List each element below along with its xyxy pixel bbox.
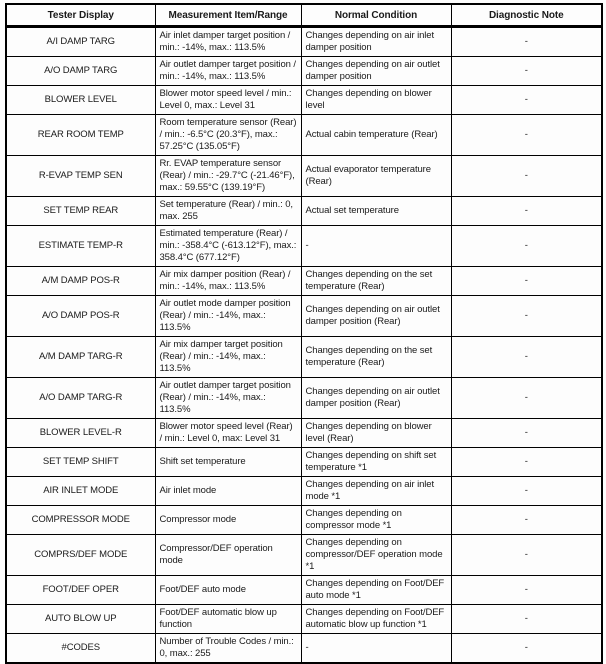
table-row <box>6 576 602 605</box>
cell-tester-display: SET TEMP REAR <box>6 197 155 226</box>
cell-normal-condition: Changes depending on Foot/DEF automatic blow up function *1 <box>301 605 451 634</box>
cell-measurement-item-range: Air inlet mode <box>155 477 301 506</box>
cell-measurement-item-range: Air mix damper position (Rear) / min.: -14%, max.: 113.5% <box>155 267 301 296</box>
table-row <box>6 156 602 197</box>
cell-measurement-item-range: Blower motor speed level (Rear) / min.: Level 0, max: Level 31 <box>155 419 301 448</box>
cell-normal-condition: Changes depending on air outlet damper position <box>301 57 451 86</box>
cell-measurement-item-range: Room temperature sensor (Rear) / min.: -6.5°C (20.3°F), max.: 57.25°C (135.05°F) <box>155 115 301 156</box>
cell-tester-display: R-EVAP TEMP SEN <box>6 156 155 197</box>
cell-tester-display: REAR ROOM TEMP <box>6 115 155 156</box>
cell-diagnostic-note: - <box>451 506 602 535</box>
cell-diagnostic-note: - <box>451 27 602 57</box>
cell-tester-display: A/M DAMP POS-R <box>6 267 155 296</box>
table-row <box>6 477 602 506</box>
cell-normal-condition: - <box>301 634 451 664</box>
cell-normal-condition: Changes depending on Foot/DEF auto mode *1 <box>301 576 451 605</box>
table-row <box>6 337 602 378</box>
cell-diagnostic-note: - <box>451 296 602 337</box>
table-row <box>6 296 602 337</box>
cell-normal-condition: Changes depending on air inlet damper position <box>301 27 451 57</box>
cell-tester-display: AIR INLET MODE <box>6 477 155 506</box>
table-row <box>6 57 602 86</box>
table-row <box>6 267 602 296</box>
cell-measurement-item-range: Air outlet damper target position (Rear) / min.: -14%, max.: 113.5% <box>155 378 301 419</box>
cell-measurement-item-range: Number of Trouble Codes / min.: 0, max.: 255 <box>155 634 301 664</box>
cell-measurement-item-range: Air mix damper target position (Rear) / min.: -14%, max.: 113.5% <box>155 337 301 378</box>
cell-tester-display: SET TEMP SHIFT <box>6 448 155 477</box>
cell-normal-condition: Changes depending on air outlet damper position (Rear) <box>301 378 451 419</box>
cell-measurement-item-range: Air outlet mode damper position (Rear) / min.: -14%, max.: 113.5% <box>155 296 301 337</box>
table-row <box>6 115 602 156</box>
header-measurement-item-range: Measurement Item/Range <box>155 4 301 27</box>
cell-tester-display: BLOWER LEVEL <box>6 86 155 115</box>
table-body <box>6 27 602 664</box>
cell-measurement-item-range: Set temperature (Rear) / min.: 0, max. 255 <box>155 197 301 226</box>
cell-diagnostic-note: - <box>451 605 602 634</box>
cell-diagnostic-note: - <box>451 86 602 115</box>
table-row <box>6 226 602 267</box>
cell-measurement-item-range: Compressor mode <box>155 506 301 535</box>
table-row <box>6 634 602 664</box>
cell-measurement-item-range: Air inlet damper target position / min.: -14%, max.: 113.5% <box>155 27 301 57</box>
cell-tester-display: A/M DAMP TARG-R <box>6 337 155 378</box>
cell-tester-display: A/O DAMP TARG-R <box>6 378 155 419</box>
cell-tester-display: BLOWER LEVEL-R <box>6 419 155 448</box>
cell-diagnostic-note: - <box>451 57 602 86</box>
cell-measurement-item-range: Blower motor speed level / min.: Level 0, max.: Level 31 <box>155 86 301 115</box>
header-diagnostic-note: Diagnostic Note <box>451 4 602 27</box>
cell-tester-display: AUTO BLOW UP <box>6 605 155 634</box>
cell-normal-condition: Changes depending on the set temperature (Rear) <box>301 337 451 378</box>
cell-normal-condition: Actual cabin temperature (Rear) <box>301 115 451 156</box>
cell-tester-display: A/O DAMP TARG <box>6 57 155 86</box>
cell-diagnostic-note: - <box>451 115 602 156</box>
cell-normal-condition: Changes depending on blower level <box>301 86 451 115</box>
cell-measurement-item-range: Foot/DEF auto mode <box>155 576 301 605</box>
cell-normal-condition: Changes depending on the set temperature (Rear) <box>301 267 451 296</box>
table-header <box>6 4 602 27</box>
table-row <box>6 605 602 634</box>
cell-normal-condition: Changes depending on shift set temperature *1 <box>301 448 451 477</box>
cell-normal-condition: Actual evaporator temperature (Rear) <box>301 156 451 197</box>
cell-diagnostic-note: - <box>451 337 602 378</box>
table-row <box>6 378 602 419</box>
header-row <box>6 4 602 27</box>
cell-diagnostic-note: - <box>451 156 602 197</box>
header-tester-display: Tester Display <box>6 4 155 27</box>
cell-tester-display: COMPRESSOR MODE <box>6 506 155 535</box>
cell-diagnostic-note: - <box>451 535 602 576</box>
cell-diagnostic-note: - <box>451 419 602 448</box>
cell-measurement-item-range: Compressor/DEF operation mode <box>155 535 301 576</box>
table-row <box>6 419 602 448</box>
table-row <box>6 197 602 226</box>
cell-tester-display: #CODES <box>6 634 155 664</box>
cell-diagnostic-note: - <box>451 378 602 419</box>
table-row <box>6 86 602 115</box>
cell-measurement-item-range: Shift set temperature <box>155 448 301 477</box>
cell-diagnostic-note: - <box>451 197 602 226</box>
header-normal-condition: Normal Condition <box>301 4 451 27</box>
cell-diagnostic-note: - <box>451 477 602 506</box>
cell-normal-condition: Changes depending on air outlet damper position (Rear) <box>301 296 451 337</box>
cell-tester-display: ESTIMATE TEMP-R <box>6 226 155 267</box>
table-row <box>6 506 602 535</box>
cell-tester-display: A/I DAMP TARG <box>6 27 155 57</box>
cell-normal-condition: - <box>301 226 451 267</box>
cell-measurement-item-range: Air outlet damper target position / min.: -14%, max.: 113.5% <box>155 57 301 86</box>
cell-diagnostic-note: - <box>451 226 602 267</box>
cell-tester-display: A/O DAMP POS-R <box>6 296 155 337</box>
cell-diagnostic-note: - <box>451 576 602 605</box>
cell-normal-condition: Actual set temperature <box>301 197 451 226</box>
cell-diagnostic-note: - <box>451 267 602 296</box>
table-row <box>6 27 602 57</box>
cell-normal-condition: Changes depending on compressor/DEF operation mode *1 <box>301 535 451 576</box>
cell-normal-condition: Changes depending on blower level (Rear) <box>301 419 451 448</box>
cell-measurement-item-range: Estimated temperature (Rear) / min.: -358.4°C (-613.12°F), max.: 358.4°C (677.12°F) <box>155 226 301 267</box>
cell-tester-display: COMPRS/DEF MODE <box>6 535 155 576</box>
cell-measurement-item-range: Rr. EVAP temperature sensor (Rear) / min.: -29.7°C (-21.46°F), max.: 59.55°C (139.19°F) <box>155 156 301 197</box>
table-row <box>6 448 602 477</box>
tester-display-table <box>5 3 603 664</box>
cell-normal-condition: Changes depending on compressor mode *1 <box>301 506 451 535</box>
cell-measurement-item-range: Foot/DEF automatic blow up function <box>155 605 301 634</box>
cell-diagnostic-note: - <box>451 448 602 477</box>
table-row <box>6 535 602 576</box>
cell-diagnostic-note: - <box>451 634 602 664</box>
cell-normal-condition: Changes depending on air inlet mode *1 <box>301 477 451 506</box>
cell-tester-display: FOOT/DEF OPER <box>6 576 155 605</box>
